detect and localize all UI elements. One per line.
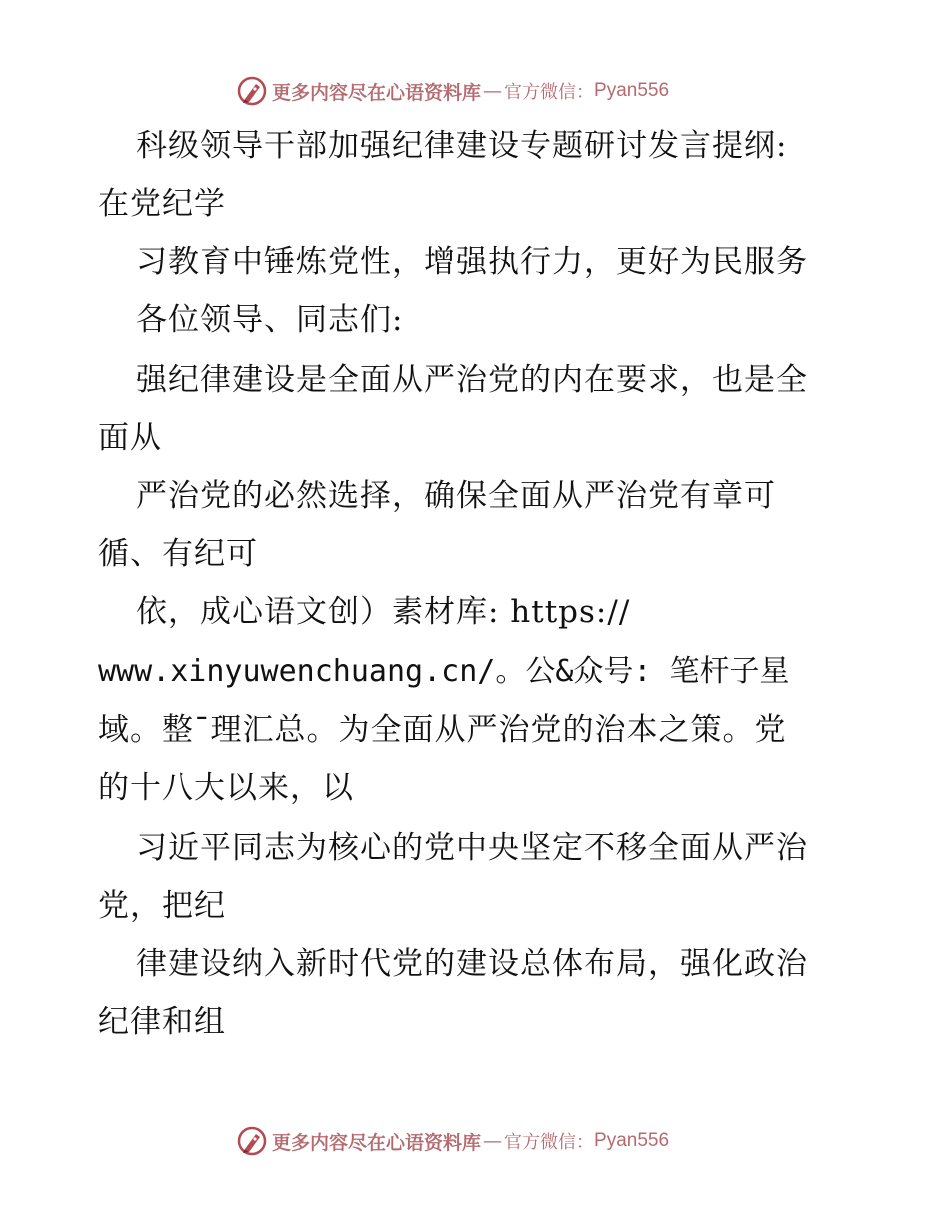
doc-line-salutation: 各位领导、同志们: — [136, 302, 404, 338]
doc-line: 依，成心语文创）素材库: https:// — [136, 594, 631, 630]
doc-line: 严治党的必然选择，确保全面从严治党有章可 — [136, 478, 776, 514]
doc-line: 律建设纳入新时代党的建设总体布局，强化政治 — [136, 946, 808, 982]
doc-line: 循、有纪可 — [98, 536, 258, 572]
banner-dash: — — [483, 80, 503, 102]
doc-line: 在党纪学 — [98, 186, 226, 222]
banner-wechat-id: Pyan556 — [594, 80, 670, 101]
banner-wechat-label: 官方微信： — [504, 82, 595, 103]
doc-line: 面从 — [98, 420, 162, 456]
doc-line-url: www.xinyuwenchuang.cn/。公&众号: 笔杆子星 — [98, 654, 790, 689]
doc-line: 域。整¯理汇总。为全面从严治党的治本之策。党 — [98, 712, 787, 748]
banner-wechat-label: 官方微信： — [504, 1132, 595, 1153]
header-banner — [236, 74, 669, 108]
doc-line: 强纪律建设是全面从严治党的内在要求，也是全 — [136, 362, 808, 398]
doc-line: 党，把纪 — [98, 888, 226, 924]
banner-title: 更多内容尽在心语资料库 — [272, 1131, 482, 1154]
doc-line: 习教育中锤炼党性，增强执行力，更好为民服务 — [136, 244, 808, 280]
banner-dash: — — [483, 1130, 503, 1152]
banner-title: 更多内容尽在心语资料库 — [272, 81, 482, 104]
pen-logo-icon — [236, 75, 268, 107]
doc-line: 习近平同志为核心的党中央坚定不移全面从严治 — [136, 830, 808, 866]
doc-line-title: 科级领导干部加强纪律建设专题研讨发言提纲: — [136, 128, 788, 164]
footer-banner — [236, 1124, 669, 1158]
banner-wechat-id: Pyan556 — [594, 1130, 670, 1151]
pen-logo-icon — [236, 1125, 268, 1157]
doc-line: 纪律和组 — [98, 1004, 226, 1040]
doc-line: 的十八大以来，以 — [98, 770, 354, 806]
